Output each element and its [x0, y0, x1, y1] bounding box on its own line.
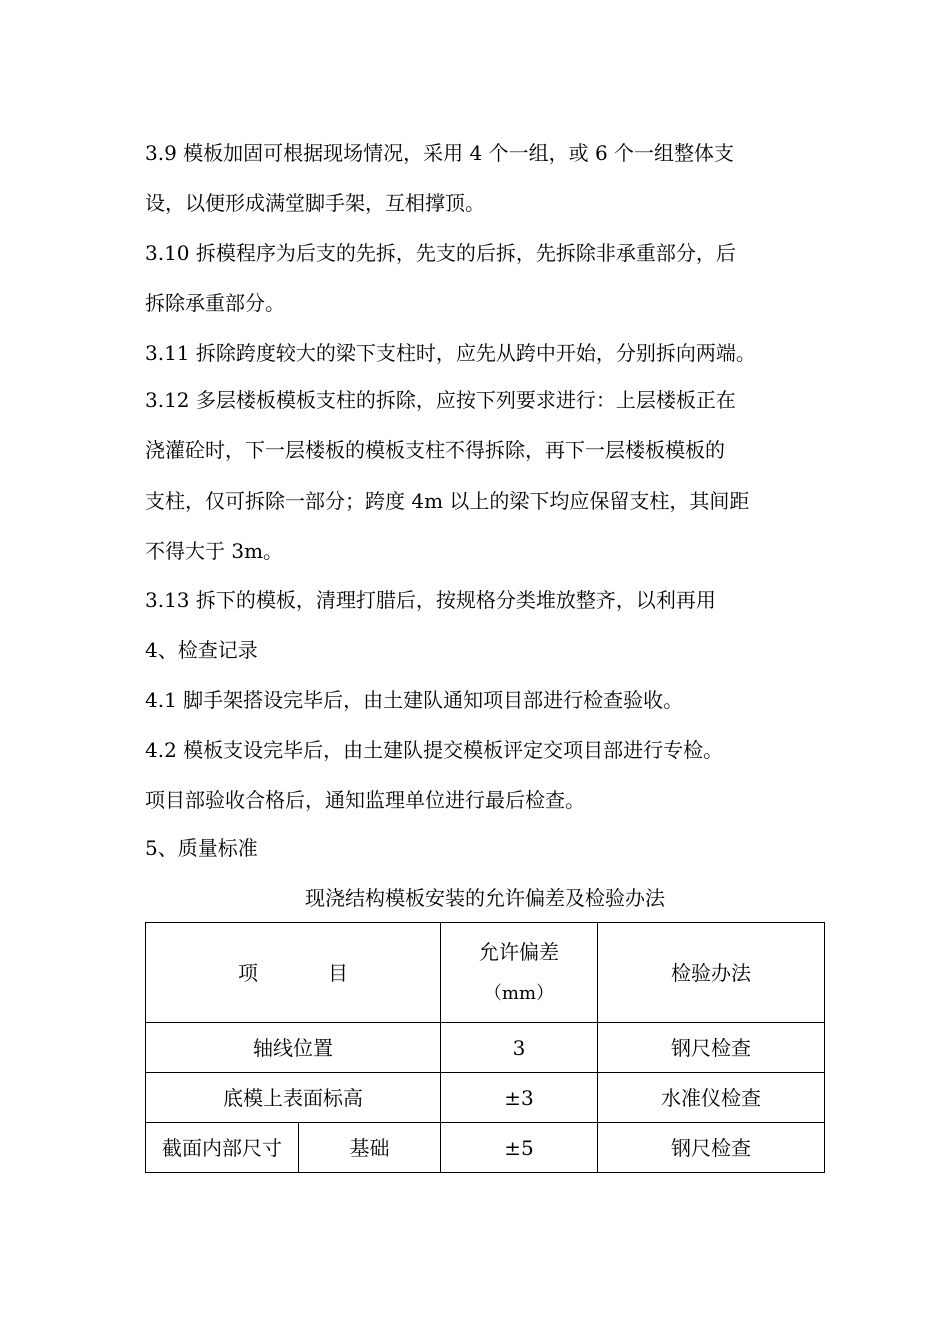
paragraph-3-9-line-2: 设，以便形成满堂脚手架，互相撑顶。 [145, 191, 485, 215]
header-tolerance: 允许偏差 [479, 939, 559, 964]
paragraph-3-12-line-4: 不得大于 3m。 [145, 539, 284, 563]
table-caption: 现浇结构模板安装的允许偏差及检验办法 [305, 886, 665, 910]
row-item: 截面内部尺寸 [146, 1123, 299, 1173]
tolerance-table [145, 922, 825, 1173]
section-heading-5: 5、质量标准 [145, 836, 258, 860]
header-item-cell [146, 923, 441, 1023]
paragraph-4-2-line-1: 4.2 模板支设完毕后，由土建队提交模板评定交项目部进行专检。 [145, 738, 724, 762]
paragraph-4-2-line-2: 项目部验收合格后，通知监理单位进行最后检查。 [145, 788, 585, 812]
header-item-b: 目 [328, 960, 348, 985]
paragraph-3-11: 3.11 拆除跨度较大的梁下支柱时，应先从跨中开始，分别拆向两端。 [145, 341, 756, 365]
row-tolerance: ±3 [441, 1073, 598, 1123]
row-method: 水准仪检查 [598, 1073, 825, 1123]
row-method: 钢尺检查 [598, 1123, 825, 1173]
row-subitem: 基础 [299, 1123, 441, 1173]
row-item: 底模上表面标高 [146, 1073, 441, 1123]
paragraph-3-12-line-2: 浇灌砼时，下一层楼板的模板支柱不得拆除，再下一层楼板模板的 [145, 438, 725, 462]
paragraph-3-12-line-3: 支柱，仅可拆除一部分；跨度 4m 以上的梁下均应保留支柱，其间距 [145, 489, 750, 513]
paragraph-3-10-line-1: 3.10 拆模程序为后支的先拆，先支的后拆，先拆除非承重部分，后 [145, 241, 736, 265]
table-row [146, 1023, 825, 1073]
row-method: 钢尺检查 [598, 1023, 825, 1073]
paragraph-3-13: 3.13 拆下的模板，清理打腊后，按规格分类堆放整齐，以利再用 [145, 588, 716, 612]
header-tolerance-unit: （mm） [483, 982, 555, 1004]
row-item: 轴线位置 [146, 1023, 441, 1073]
header-tolerance-cell [441, 923, 598, 1023]
paragraph-3-10-line-2: 拆除承重部分。 [145, 291, 285, 315]
section-heading-4: 4、检查记录 [145, 638, 258, 662]
table-row [146, 1073, 825, 1123]
header-method-cell: 检验办法 [598, 923, 825, 1023]
paragraph-3-12-line-1: 3.12 多层楼板模板支柱的拆除，应按下列要求进行：上层楼板正在 [145, 388, 736, 412]
row-tolerance: 3 [441, 1023, 598, 1073]
paragraph-3-9-line-1: 3.9 模板加固可根据现场情况，采用 4 个一组，或 6 个一组整体支 [145, 141, 735, 165]
table-row [146, 1123, 825, 1173]
table-header-row [146, 923, 825, 1023]
header-item-a: 项 [238, 960, 258, 985]
paragraph-4-1: 4.1 脚手架搭设完毕后，由土建队通知项目部进行检查验收。 [145, 688, 684, 712]
row-tolerance: ±5 [441, 1123, 598, 1173]
